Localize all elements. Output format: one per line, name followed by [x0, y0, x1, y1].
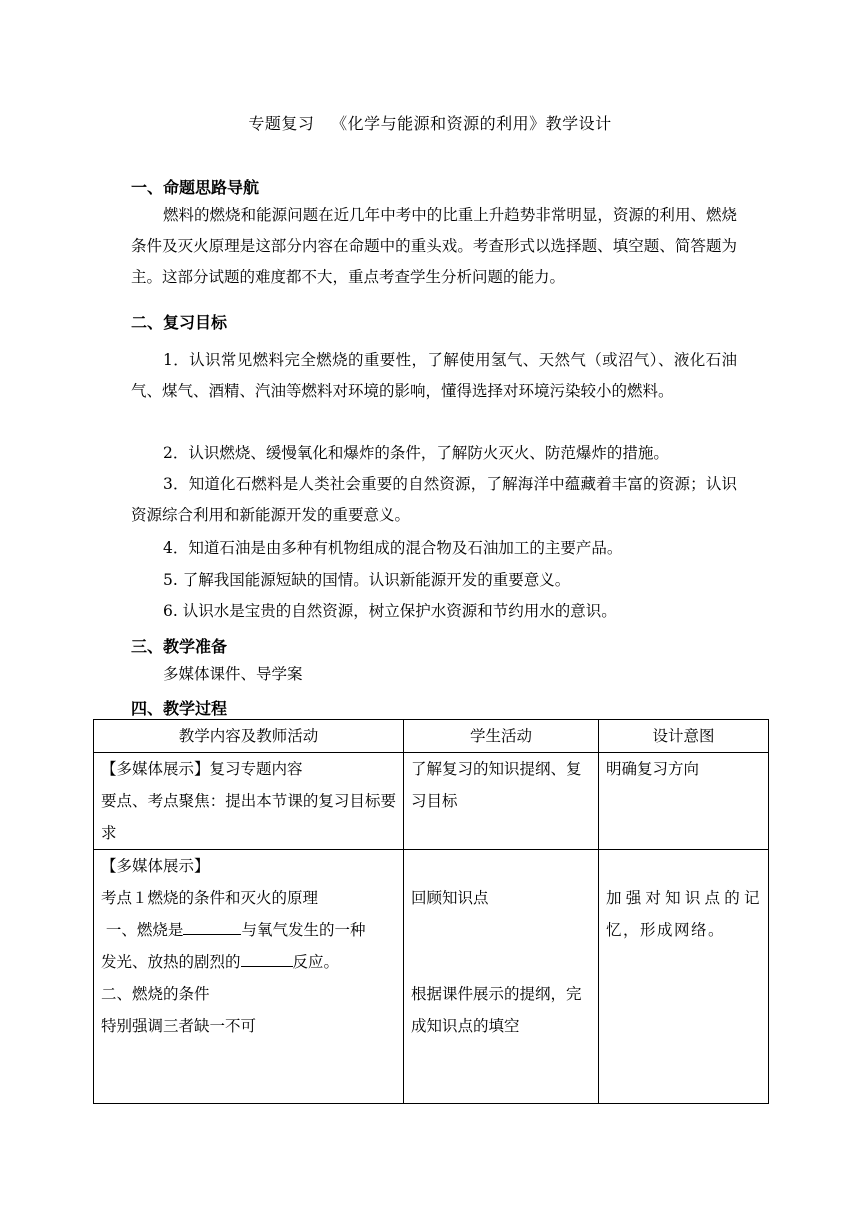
table-cell-student: [404, 850, 599, 1104]
teaching-process-table: [93, 719, 769, 1104]
table-header-cell: 设计意图: [599, 720, 769, 753]
goal-item-5: 5. 了解我国能源短缺的国情。认识新能源开发的重要意义。: [163, 571, 571, 589]
cell-text: 要点、考点聚焦：提出本节课的复习目标要求: [101, 792, 396, 842]
goal-item-2: 2．认识燃烧、缓慢氧化和爆炸的条件，了解防火灭火、防范爆炸的措施。: [163, 444, 669, 462]
cell-text: 根据课件展示的提纲，完成知识点的填空: [411, 985, 582, 1035]
goal-item-6: 6. 认识水是宝贵的自然资源，树立保护水资源和节约用水的意识。: [163, 602, 617, 620]
cell-text: 反应。: [292, 953, 340, 971]
cell-text: 【多媒体展示】复习专题内容: [101, 760, 303, 778]
table-cell-teacher: [94, 753, 404, 850]
section-heading-3: 三、教学准备: [131, 637, 228, 656]
answer-blank: [241, 948, 293, 967]
section-heading-4: 四、教学过程: [131, 699, 228, 718]
goal-item-1: 1．认识常见燃料完全燃烧的重要性，了解使用氢气、天然气（或沼气）、液化石油气、煤气、酒精、汽油等燃料对环境的影响，懂得选择对环境污染较小的燃料。: [131, 351, 737, 400]
cell-text: 回顾知识点: [411, 889, 489, 907]
table-header-cell: 教学内容及教师活动: [94, 720, 404, 753]
table-row: [94, 850, 769, 1104]
table-cell-intent: [599, 850, 769, 1104]
cell-text: 加强对知识点的记忆，形成网络。: [606, 889, 761, 939]
table-header-cell: 学生活动: [404, 720, 599, 753]
goal-item-3: 3．知道化石燃料是人类社会重要的自然资源，了解海洋中蕴藏着丰富的资源；认识资源综合利用和新能源开发的重要意义。: [131, 475, 737, 524]
table-row: [94, 753, 769, 850]
cell-text: 发光、放热的剧烈的: [101, 953, 241, 971]
cell-text: 明确复习方向: [606, 760, 700, 778]
fill-in-line: [101, 946, 396, 978]
cell-text: 【多媒体展示】: [101, 857, 210, 875]
document-title: 专题复习 《化学与能源和资源的利用》教学设计: [248, 114, 612, 133]
section-heading-2: 二、复习目标: [131, 313, 228, 332]
table-cell-intent: [599, 753, 769, 850]
cell-text: 特别强调三者缺一不可: [101, 1017, 257, 1035]
table-cell-teacher: [94, 850, 404, 1104]
goal-item-4: 4．知道石油是由多种有机物组成的混合物及石油加工的主要产品。: [163, 539, 623, 557]
section-3-text: 多媒体课件、导学案: [163, 665, 303, 683]
cell-text: 二、燃烧的条件: [101, 985, 210, 1003]
cell-text: 与氧气发生的一种: [241, 921, 366, 939]
section-heading-1: 一、命题思路导航: [131, 178, 260, 197]
section-1-paragraph: 燃料的燃烧和能源问题在近几年中考中的比重上升趋势非常明显，资源的利用、燃烧条件及灭火原理是这部分内容在命题中的重头戏。考查形式以选择题、填空题、简答题为主。这部分试题的难度都不大，重点考查学生分析问题的能力。: [131, 206, 737, 286]
answer-blank: [183, 916, 241, 935]
cell-text: 考点１燃烧的条件和灭火的原理: [101, 889, 319, 907]
fill-in-line: [101, 914, 396, 946]
cell-text: 一、燃烧是: [101, 921, 184, 939]
table-header-row: [94, 720, 769, 753]
table-cell-student: [404, 753, 599, 850]
cell-text: 了解复习的知识提纲、复习目标: [411, 760, 582, 810]
